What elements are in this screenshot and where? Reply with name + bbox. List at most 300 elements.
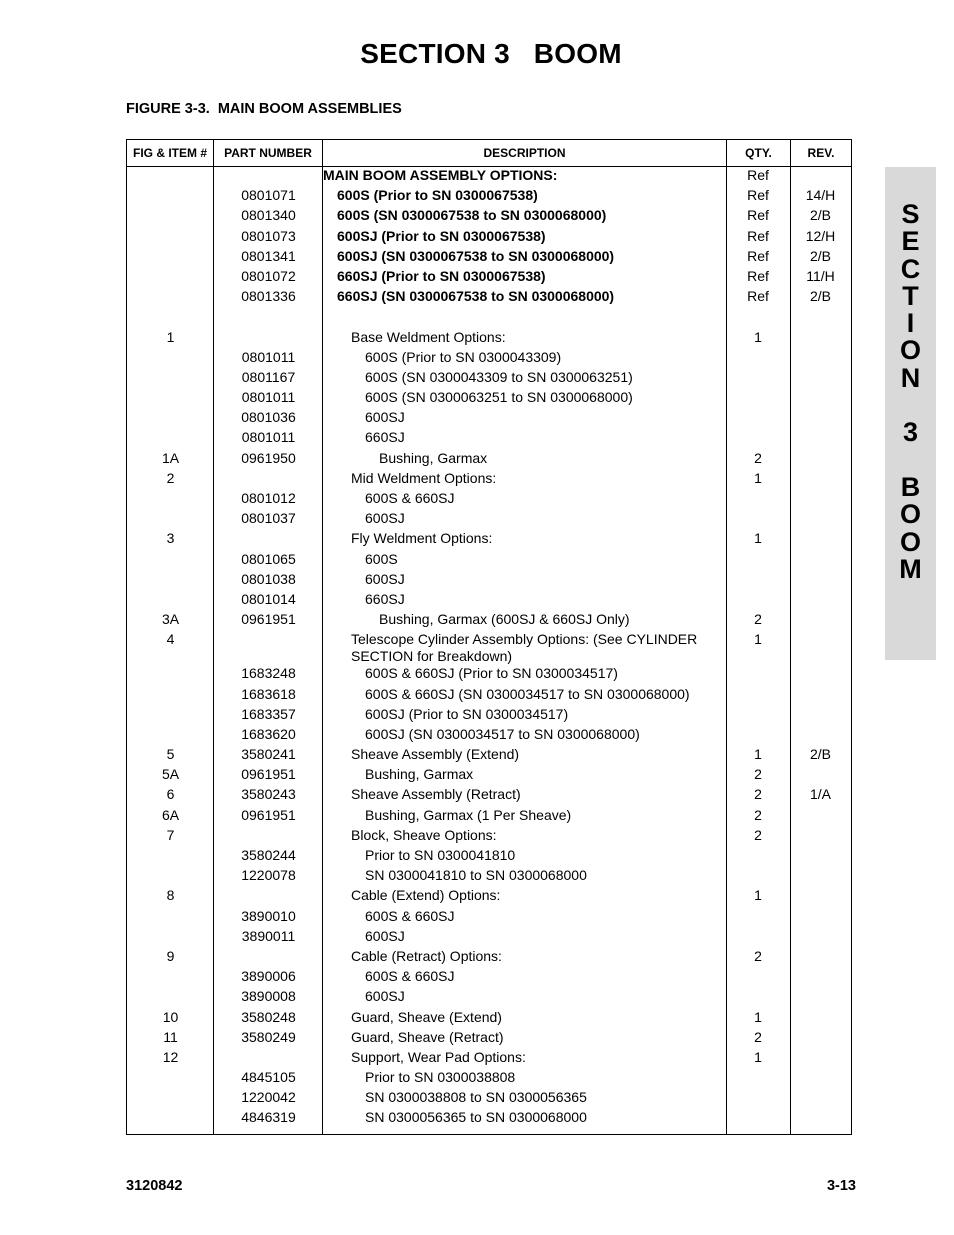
cell-description: Prior to SN 0300038808 <box>365 1069 516 1086</box>
table-body <box>127 167 851 1130</box>
cell-description: Bushing, Garmax <box>365 766 474 783</box>
cell-description: 600S <box>365 550 398 567</box>
cell-rev: 2/B <box>809 746 831 763</box>
cell-description: SN 0300038808 to SN 0300056365 <box>365 1089 587 1106</box>
cell-rev <box>790 490 851 510</box>
table-row <box>127 490 851 510</box>
cell-description: 660SJ (SN 0300067538 to SN 0300068000) <box>337 288 615 305</box>
cell-part-number: 0801167 <box>241 368 296 385</box>
table-row <box>127 308 851 328</box>
cell-part-number: 4845105 <box>241 1069 296 1086</box>
cell-rev <box>790 887 851 907</box>
cell-fig-item: 3A <box>161 611 180 628</box>
cell-part-number: 0801341 <box>241 247 296 264</box>
cell-fig-item: 7 <box>166 826 175 843</box>
cell-part-number: 3890008 <box>241 988 296 1005</box>
cell-fig-item <box>127 847 214 867</box>
cell-qty: 2 <box>754 766 762 783</box>
cell-fig-item: 10 <box>162 1008 179 1025</box>
cell-part-number: 1683620 <box>241 725 296 742</box>
cell-rev <box>790 571 851 591</box>
table-row <box>127 187 851 207</box>
side-tab-letter: S <box>901 199 920 229</box>
table-row <box>127 409 851 429</box>
side-tab-letter: 3 <box>902 417 919 448</box>
cell-part-number: 0801073 <box>241 227 296 244</box>
cell-qty: 2 <box>754 449 762 466</box>
cell-description: 600SJ (Prior to SN 0300067538) <box>337 227 546 244</box>
cell-description: Bushing, Garmax <box>379 449 488 466</box>
cell-fig-item: 4 <box>166 631 175 648</box>
cell-rev <box>790 928 851 948</box>
cell-part-number: 3890010 <box>241 907 296 924</box>
cell-description <box>323 308 726 328</box>
cell-part-number <box>214 530 323 550</box>
cell-fig-item <box>127 167 214 187</box>
cell-qty <box>726 510 790 530</box>
cell-fig-item <box>127 1069 214 1089</box>
cell-description: Telescope Cylinder Assembly Options: (See CYLINDER SECTION for Breakdown) <box>351 631 698 665</box>
table-row <box>127 867 851 887</box>
table-row <box>127 726 851 746</box>
cell-part-number <box>214 887 323 907</box>
side-tab-letter: B <box>900 471 921 502</box>
cell-description: 660SJ <box>365 429 405 446</box>
table-row <box>127 591 851 611</box>
cell-fig-item <box>127 1109 214 1129</box>
cell-fig-item: 6 <box>166 786 175 803</box>
cell-qty: 2 <box>754 806 762 823</box>
table-row <box>127 349 851 369</box>
cell-fig-item <box>127 490 214 510</box>
cell-description: 600SJ <box>365 409 405 426</box>
header-qty: QTY. <box>745 146 772 160</box>
cell-qty <box>726 409 790 429</box>
cell-qty <box>726 1109 790 1129</box>
table-row <box>127 948 851 968</box>
cell-rev: 14/H <box>805 187 836 204</box>
cell-part-number: 1683357 <box>241 705 296 722</box>
cell-part-number: 0801036 <box>241 409 296 426</box>
cell-part-number: 0801065 <box>241 550 296 567</box>
cell-description: 600SJ <box>365 510 405 527</box>
table-row <box>127 807 851 827</box>
cell-fig-item: 6A <box>161 806 180 823</box>
figure-title: FIGURE 3-3. MAIN BOOM ASSEMBLIES <box>126 101 402 117</box>
cell-description: 600S (Prior to SN 0300067538) <box>337 187 538 204</box>
cell-qty: 2 <box>754 786 762 803</box>
cell-part-number: 0801011 <box>241 389 296 406</box>
cell-qty <box>726 490 790 510</box>
table-row <box>127 1029 851 1049</box>
cell-description: Cable (Retract) Options: <box>351 947 502 964</box>
cell-rev: 2/B <box>809 288 831 305</box>
cell-part-number <box>214 329 323 349</box>
cell-qty <box>726 665 790 685</box>
cell-qty: 2 <box>754 826 762 843</box>
cell-rev <box>790 1089 851 1109</box>
cell-part-number <box>214 631 323 665</box>
table-row <box>127 611 851 631</box>
cell-rev <box>790 726 851 746</box>
cell-fig-item <box>127 187 214 207</box>
side-tab-letter: O <box>899 526 921 557</box>
cell-rev <box>790 369 851 389</box>
cell-rev: 11/H <box>806 267 835 284</box>
cell-qty: 1 <box>754 631 762 648</box>
cell-description: 600S (Prior to SN 0300043309) <box>365 348 562 365</box>
side-tab-letter <box>885 447 936 474</box>
table-row <box>127 988 851 1008</box>
cell-description: Prior to SN 0300041810 <box>365 847 516 863</box>
cell-part-number: 0801336 <box>241 288 296 305</box>
cell-rev <box>790 591 851 611</box>
cell-description: 660SJ (Prior to SN 0300067538) <box>337 267 546 284</box>
cell-rev <box>790 329 851 349</box>
table-row <box>127 631 851 665</box>
cell-fig-item <box>127 726 214 746</box>
table-row <box>127 1069 851 1089</box>
cell-description: Block, Sheave Options: <box>351 826 497 843</box>
table-row <box>127 1109 851 1129</box>
cell-part-number: 3580248 <box>241 1008 296 1025</box>
cell-fig-item: 3 <box>166 530 175 547</box>
cell-part-number: 3580243 <box>241 786 296 803</box>
cell-description: 600SJ <box>365 988 405 1005</box>
table-row <box>127 389 851 409</box>
cell-fig-item <box>127 207 214 227</box>
cell-rev: 1/A <box>809 786 831 803</box>
cell-description: Sheave Assembly (Extend) <box>351 746 520 763</box>
cell-fig-item <box>127 551 214 571</box>
cell-qty: 1 <box>754 746 762 763</box>
side-tab-letter: C <box>900 253 921 284</box>
cell-rev <box>790 766 851 786</box>
cell-part-number: 0801072 <box>241 267 296 284</box>
cell-qty <box>726 349 790 369</box>
cell-qty <box>726 928 790 948</box>
cell-qty <box>726 429 790 449</box>
table-row <box>127 248 851 268</box>
cell-part-number: 0801012 <box>241 490 296 506</box>
cell-part-number: 1683618 <box>241 685 296 702</box>
table-row <box>127 827 851 847</box>
cell-part-number: 0801071 <box>241 187 296 204</box>
cell-rev <box>790 530 851 550</box>
cell-qty: 1 <box>754 328 762 345</box>
table-row <box>127 329 851 349</box>
side-tab-letter: E <box>901 226 920 257</box>
cell-rev <box>790 631 851 665</box>
table-row <box>127 429 851 449</box>
table-row <box>127 786 851 806</box>
cell-part-number: 3890011 <box>241 927 296 944</box>
cell-fig-item <box>127 389 214 409</box>
header-fig-item: FIG & ITEM # <box>132 146 207 160</box>
cell-description: 660SJ <box>365 590 405 607</box>
header-description: DESCRIPTION <box>483 146 566 160</box>
cell-description: 600SJ (Prior to SN 0300034517) <box>365 705 569 722</box>
cell-part-number: 3580249 <box>241 1028 296 1045</box>
side-tab-letter: O <box>899 335 921 366</box>
table-row <box>127 470 851 490</box>
cell-qty: Ref <box>747 167 769 183</box>
cell-description: 600SJ <box>365 570 405 587</box>
cell-part-number: 0801038 <box>241 570 296 587</box>
cell-rev: 2/B <box>809 247 831 264</box>
cell-rev <box>790 968 851 988</box>
cell-fig-item: 1 <box>166 328 175 345</box>
cell-rev <box>790 510 851 530</box>
table-row <box>127 551 851 571</box>
table-row <box>127 908 851 928</box>
table-row <box>127 268 851 288</box>
cell-rev <box>790 1049 851 1069</box>
side-tab-letter: T <box>902 280 919 311</box>
cell-part-number: 0801011 <box>241 348 296 365</box>
cell-qty: Ref <box>747 288 769 305</box>
cell-qty <box>726 1089 790 1109</box>
cell-qty: Ref <box>747 267 769 284</box>
cell-qty: 1 <box>754 887 762 904</box>
table-row <box>127 847 851 867</box>
cell-part-number: 0961951 <box>241 766 296 783</box>
side-tab-letters <box>885 201 936 583</box>
cell-fig-item <box>127 591 214 611</box>
cell-rev <box>790 611 851 631</box>
cell-part-number <box>214 948 323 968</box>
cell-qty <box>726 908 790 928</box>
table-row <box>127 288 851 308</box>
section-side-tab <box>885 167 936 660</box>
cell-rev <box>790 867 851 887</box>
table-row <box>127 665 851 685</box>
cell-rev <box>790 827 851 847</box>
cell-qty <box>726 686 790 706</box>
cell-qty <box>726 308 790 328</box>
cell-part-number <box>214 167 323 187</box>
table-row <box>127 766 851 786</box>
cell-fig-item: 5 <box>166 746 175 763</box>
cell-fig-item <box>127 228 214 248</box>
cell-rev <box>790 409 851 429</box>
cell-fig-item <box>127 409 214 429</box>
cell-fig-item <box>127 686 214 706</box>
cell-rev <box>790 1069 851 1089</box>
cell-qty <box>726 847 790 867</box>
table-row <box>127 968 851 988</box>
cell-qty <box>726 369 790 389</box>
cell-part-number: 3580244 <box>241 847 296 863</box>
cell-qty: Ref <box>747 227 769 244</box>
cell-description: 600S & 660SJ <box>365 490 455 506</box>
cell-description: 600SJ (SN 0300067538 to SN 0300068000) <box>337 247 615 264</box>
table-row <box>127 510 851 530</box>
cell-part-number: 0801011 <box>241 429 296 446</box>
cell-part-number: 0801037 <box>241 510 296 527</box>
cell-description: 600SJ <box>365 927 405 944</box>
header-part-number: PART NUMBER <box>224 146 312 160</box>
cell-description: 600S (SN 0300063251 to SN 0300068000) <box>365 389 633 406</box>
cell-part-number: 0961950 <box>241 449 296 466</box>
table-row <box>127 686 851 706</box>
cell-fig-item <box>127 988 214 1008</box>
cell-qty: 2 <box>754 611 762 628</box>
cell-qty <box>726 706 790 726</box>
cell-fig-item: 1A <box>161 449 180 466</box>
cell-part-number <box>214 470 323 490</box>
table-row <box>127 207 851 227</box>
header-rev: REV. <box>807 146 835 160</box>
cell-qty <box>726 988 790 1008</box>
cell-fig-item <box>127 248 214 268</box>
cell-part-number: 3580241 <box>241 746 296 763</box>
cell-rev <box>790 1109 851 1129</box>
cell-qty <box>726 551 790 571</box>
cell-rev <box>790 807 851 827</box>
table-row <box>127 1089 851 1109</box>
cell-description: Bushing, Garmax (600SJ & 660SJ Only) <box>379 611 630 628</box>
cell-fig-item <box>127 908 214 928</box>
cell-qty <box>726 968 790 988</box>
cell-fig-item <box>127 665 214 685</box>
cell-part-number: 0961951 <box>241 611 296 628</box>
cell-description: 600S & 660SJ (Prior to SN 0300034517) <box>365 665 618 682</box>
table-row <box>127 228 851 248</box>
cell-rev <box>790 1009 851 1029</box>
cell-description: Bushing, Garmax (1 Per Sheave) <box>365 806 572 823</box>
cell-rev <box>790 948 851 968</box>
cell-rev <box>790 429 851 449</box>
cell-part-number: 4846319 <box>241 1109 296 1126</box>
cell-fig-item <box>127 369 214 389</box>
table-row <box>127 571 851 591</box>
cell-rev <box>790 686 851 706</box>
cell-qty: 1 <box>754 469 762 486</box>
cell-part-number: 0801014 <box>241 590 296 607</box>
parts-table <box>126 139 852 1135</box>
cell-description: 600S & 660SJ <box>365 968 455 985</box>
table-row <box>127 369 851 389</box>
cell-part-number: 1220078 <box>241 867 296 884</box>
cell-fig-item <box>127 429 214 449</box>
cell-description: 600SJ (SN 0300034517 to SN 0300068000) <box>365 725 640 742</box>
cell-description: 600S & 660SJ (SN 0300034517 to SN 0300068000) <box>365 685 690 702</box>
cell-rev <box>790 1029 851 1049</box>
cell-fig-item: 5A <box>161 766 180 783</box>
cell-rev <box>790 551 851 571</box>
cell-description: SN 0300041810 to SN 0300068000 <box>365 867 587 884</box>
cell-qty: 2 <box>754 947 762 964</box>
cell-qty: Ref <box>747 207 769 224</box>
cell-rev <box>790 450 851 470</box>
cell-qty <box>726 726 790 746</box>
cell-qty: Ref <box>747 247 769 264</box>
side-tab-letter: I <box>906 308 915 339</box>
cell-fig-item <box>127 928 214 948</box>
cell-part-number: 0801340 <box>241 207 296 224</box>
cell-part-number <box>214 1049 323 1069</box>
doc-number: 3120842 <box>126 1178 183 1194</box>
cell-qty: 1 <box>754 1008 762 1025</box>
table-row <box>127 887 851 907</box>
cell-qty <box>726 591 790 611</box>
cell-fig-item <box>127 706 214 726</box>
cell-qty: Ref <box>747 187 769 204</box>
cell-description: Fly Weldment Options: <box>351 530 493 547</box>
table-row <box>127 1049 851 1069</box>
cell-fig-item: 11 <box>163 1028 178 1045</box>
cell-fig-item <box>127 867 214 887</box>
cell-fig-item <box>127 349 214 369</box>
cell-part-number <box>214 827 323 847</box>
cell-qty <box>726 1069 790 1089</box>
cell-fig-item <box>127 1089 214 1109</box>
cell-description: Base Weldment Options: <box>351 328 506 345</box>
cell-rev <box>790 389 851 409</box>
cell-fig-item <box>127 288 214 308</box>
cell-rev <box>790 167 851 187</box>
side-tab-letter: N <box>900 362 921 393</box>
cell-fig-item <box>127 968 214 988</box>
cell-fig-item <box>127 308 214 328</box>
cell-description: Sheave Assembly (Retract) <box>351 786 521 803</box>
cell-part-number: 1220042 <box>241 1089 296 1106</box>
cell-rev <box>790 847 851 867</box>
cell-description: Support, Wear Pad Options: <box>351 1048 526 1065</box>
cell-description: SN 0300056365 to SN 0300068000 <box>365 1109 587 1126</box>
cell-rev <box>790 308 851 328</box>
cell-rev <box>790 349 851 369</box>
cell-fig-item: 2 <box>166 469 175 486</box>
cell-rev <box>790 988 851 1008</box>
table-row <box>127 1009 851 1029</box>
table-row <box>127 530 851 550</box>
side-tab-letter: M <box>899 553 922 584</box>
cell-fig-item <box>127 571 214 591</box>
side-tab-letter: O <box>899 499 921 530</box>
cell-part-number: 1683248 <box>241 665 296 682</box>
cell-fig-item: 12 <box>162 1048 179 1065</box>
cell-description: Guard, Sheave (Retract) <box>351 1028 504 1045</box>
cell-qty: 1 <box>754 1048 762 1065</box>
cell-qty <box>726 571 790 591</box>
cell-description: MAIN BOOM ASSEMBLY OPTIONS: <box>323 167 558 183</box>
cell-description: Mid Weldment Options: <box>351 469 497 486</box>
cell-rev <box>790 908 851 928</box>
table-row <box>127 167 851 187</box>
cell-part-number: 0961951 <box>241 806 296 823</box>
page-title: SECTION 3 BOOM <box>360 38 622 69</box>
cell-description: 600S (SN 0300043309 to SN 0300063251) <box>365 368 633 385</box>
cell-description: Guard, Sheave (Extend) <box>351 1008 502 1025</box>
cell-qty: 2 <box>754 1028 762 1045</box>
cell-fig-item: 9 <box>166 947 175 964</box>
cell-description: Cable (Extend) Options: <box>351 887 501 904</box>
cell-rev: 12/H <box>805 227 836 244</box>
cell-qty <box>726 867 790 887</box>
table-row <box>127 928 851 948</box>
cell-fig-item <box>127 510 214 530</box>
table-row <box>127 450 851 470</box>
cell-rev <box>790 706 851 726</box>
cell-fig-item: 8 <box>166 887 175 904</box>
cell-part-number: 3890006 <box>241 968 296 985</box>
cell-description: 600S & 660SJ <box>365 907 455 924</box>
cell-description: 600S (SN 0300067538 to SN 0300068000) <box>337 207 607 224</box>
cell-qty: 1 <box>754 530 762 547</box>
cell-part-number <box>214 308 323 328</box>
